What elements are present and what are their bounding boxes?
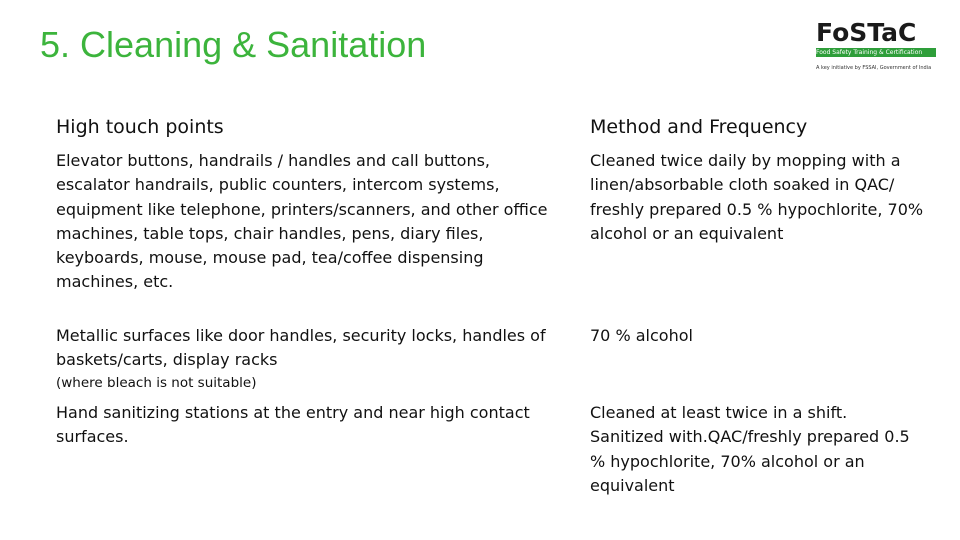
row-3-touch-points: Hand sanitizing stations at the entry and near high contact surfaces. <box>56 403 530 447</box>
row-1-method: Cleaned twice daily by mopping with a linen/absorbable cloth soaked in QAC/ freshly prepared 0.5 % hypochlorite, 70% alcohol or an equivalent <box>590 151 924 243</box>
logo-tagline: Food Safety Training & Certification <box>816 49 923 56</box>
row-3-method: Cleaned at least twice in a shift. Sanitized with.QAC/freshly prepared 0.5 % hypochlorite, 70% alcohol or an equivalent <box>590 403 910 495</box>
fostac-logo <box>812 18 938 76</box>
row-1-touch-points: Elevator buttons, handrails / handles and call buttons, escalator handrails, public counters, intercom systems, equipment like telephone, printers/scanners, and other office machines, table tops, chair handles, pens, diary files, keyboards, mouse, mouse pad, tea/coffee dispensing machines, etc. <box>56 151 548 292</box>
header-method-frequency: Method and Frequency <box>590 116 808 138</box>
row-2-note: (where bleach is not suitable) <box>56 375 257 391</box>
header-high-touch-points: High touch points <box>56 116 224 138</box>
row-2-method: 70 % alcohol <box>590 326 693 345</box>
row-2-touch-points: Metallic surfaces like door handles, security locks, handles of baskets/carts, display racks <box>56 326 546 370</box>
logo-subline: A key initiative by FSSAI, Government of India <box>816 65 932 71</box>
logo-wordmark: FoSTaC <box>816 18 917 47</box>
slide-title: 5. Cleaning & Sanitation <box>40 24 427 65</box>
